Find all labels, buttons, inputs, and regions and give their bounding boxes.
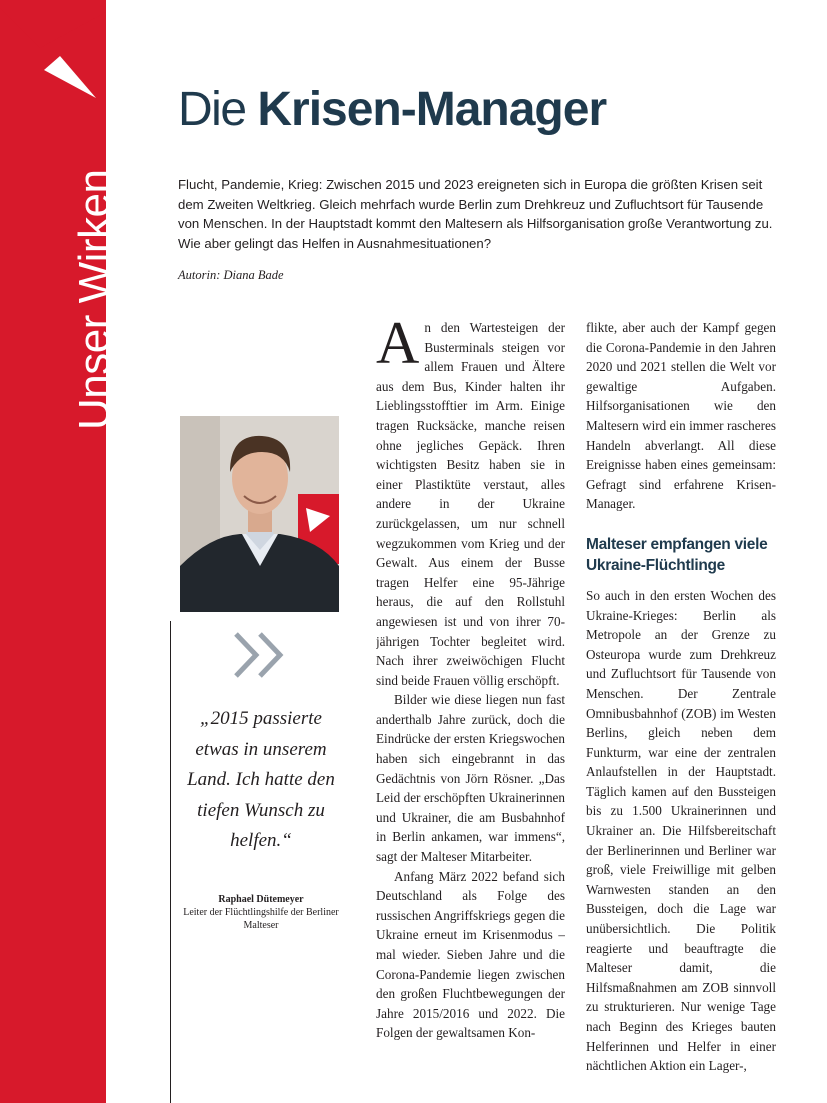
maltese-cross-icon <box>0 0 106 120</box>
subheading: Malteser empfangen viele Ukraine-Flüchtlinge <box>586 535 768 574</box>
quote-attribution <box>178 893 344 932</box>
column-divider <box>170 621 171 1103</box>
article-column-2 <box>586 318 776 1098</box>
body-paragraph-1 <box>376 318 565 690</box>
quote-role: Leiter der Flüchtlingshilfe der Berliner Malteser <box>183 907 339 931</box>
quote-chevron-icon <box>232 630 292 680</box>
body-paragraph-2: Bilder wie diese liegen nun fast anderthalb Jahre zurück, doch die Eindrücke der ersten Kriegswochen haben sich eingebrannt in das Gedächtnis von Jörn Rösner. „Das Leid der erschöpften Ukrainerinnen und Ukrainer, die am Busbahnhof in Berlin ankamen, war immens“, sagt der Malteser Mitarbeiter. <box>376 692 565 865</box>
body-paragraph-3-start: Anfang März 2022 befand sich Deutschland als Folge des russischen Angriffskriegs gegen die Ukraine erneut im Krisenmodus – mal wieder. Sieben Jahre und die Corona-Pandemie liegen zwischen den großen Fluchtbewegungen der Jahre 2015/2016 und 2022. Die Folgen der gewaltsamen Kon- <box>376 868 565 1041</box>
quote-name: Raphael Dütemeyer <box>218 894 304 905</box>
page-title <box>178 82 606 137</box>
author-line: Autorin: Diana Bade <box>178 268 284 282</box>
dropcap: A <box>376 318 420 376</box>
section-label: Unser Wirken <box>70 169 119 430</box>
title-bold: Krisen-Manager <box>257 83 607 136</box>
section-sidebar <box>0 0 119 1103</box>
body-paragraph-1-text: n den Wartesteigen der Busterminals steigen vor allem Frauen und Ältere aus dem Bus, Kinder halten ihr Lieblingsstofftier im Arm. Einige tragen Rucksäcke, manche reisen ohne jegliches Gepäck. Ihren wichtigsten Besitz haben sie in einer Plastiktüte verstaut, alles andere in der Ukraine zurückgelassen, um nur schnell wegzukommen vom Krieg und der Gewalt. Aus einem der Busse tragen Helfer eine 95-Jährige heraus, die auf den Rollstuhl angewiesen ist und von ihrer 70-jährigen Tochter begleitet wird. Nach ihrer zweiwöchigen Flucht sind beide Frauen völlig erschöpft. <box>376 320 565 688</box>
portrait-photo <box>180 416 339 612</box>
pull-quote: „2015 passierte etwas in unserem Land. Ich hatte den tiefen Wunsch zu helfen.“ <box>187 708 335 851</box>
body-paragraph-4: So auch in den ersten Wochen des Ukraine-Krieges: Berlin als Metropole an der Grenze zu Osteuropa wurde zum Drehkreuz und Zufluchtsort für Tausende von Menschen. Der Zentrale Omnibusbahnhof (ZOB) im Westen Berlins, gleich neben dem Funkturm, war eine der zentralen Anlaufstellen in der Hauptstadt. Täglich kamen auf den Bussteigen bis zu 1.500 Ukrainerinnen und Ukrainer an. Die Hilfsbereitschaft der Berlinerinnen und Berliner war groß, viele Freiwillige mit gelben Warnwesten standen an den Bussteigen, doch die Lage war unübersichtlich. Die Politik reagierte und beauftragte die Malteser damit, die Hilfsmaßnahmen am ZOB sinnvoll zu strukturieren. Nur wenige Tage nach Beginn des Krieges bauten Helferinnen und Helfer in einer nächtlichen Aktion ein Lager-, <box>586 587 776 1074</box>
lead-paragraph: Flucht, Pandemie, Krieg: Zwischen 2015 und 2023 ereigneten sich in Europa die größten Krisen seit dem Zweiten Weltkrieg. Gleich mehrfach wurde Berlin zum Drehkreuz und Zufluchtsort für Tausende von Menschen. In der Hauptstadt kommt den Maltesern als Hilfsorganisation große Verantwortung zu. Wie aber gelingt das Helfen in Ausnahmesituationen? <box>178 177 773 251</box>
article-column-1 <box>376 318 565 1098</box>
body-paragraph-3-end: flikte, aber auch der Kampf gegen die Corona-Pandemie in den Jahren 2020 und 2021 stellen die Welt vor gewaltige Aufgaben. Hilfsorganisationen wie den Maltesern wird ein immer rascheres Handeln abverlangt. All diese Ereignisse haben eines gemeinsam: Gefragt sind erfahrene Krisen-Manager. <box>586 320 776 512</box>
title-light: Die <box>178 83 258 136</box>
